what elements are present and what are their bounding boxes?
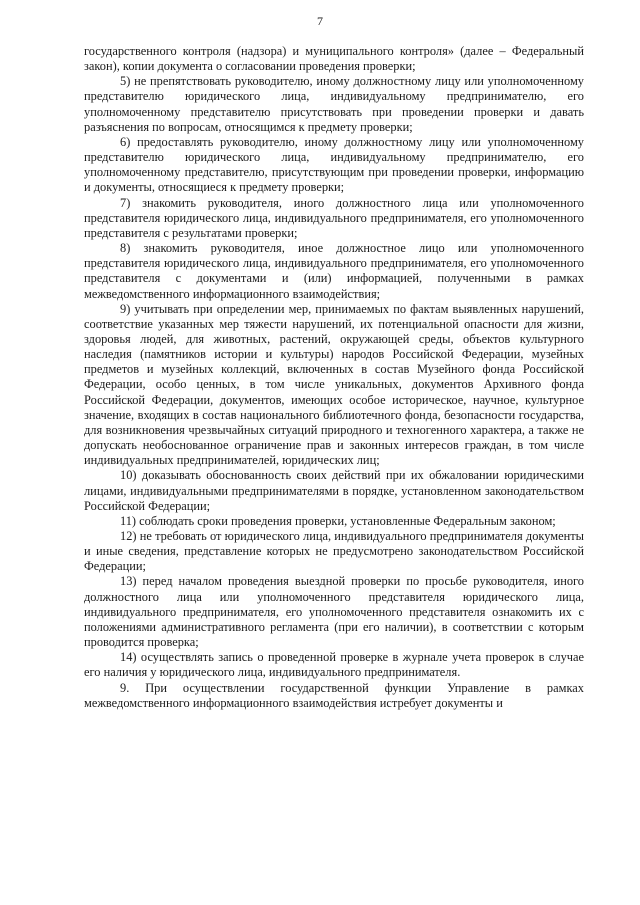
paragraph-continuation: государственного контроля (надзора) и муниципального контроля» (далее – Федеральный закон), копии документа о согласовании проведения проверки; bbox=[84, 44, 584, 74]
list-item-5: 5) не препятствовать руководителю, иному должностному лицу или уполномоченному представителю юридического лица, индивидуальному предпринимателю, его уполномоченному представителю присутствовать при проведении проверки и давать разъяснения по вопросам, относящимся к предмету проверки; bbox=[84, 74, 584, 134]
list-item-9: 9) учитывать при определении мер, принимаемых по фактам выявленных нарушений, соответствие указанных мер тяжести нарушений, их потенциальной опасности для жизни, здоровья людей, для животных, растений, окружающей среды, объектов культурного наследия (памятников истории и культуры) народов Российской Федерации, музейных предметов и музейных коллекций, включенных в состав Музейного фонда Российской Федерации, особо ценных, в том числе уникальных, документов Архивного фонда Российской Федерации, документов, имеющих особое историческое, научное, культурное значение, входящих в состав национального библиотечного фонда, безопасности государства, для возникновения чрезвычайных ситуаций природного и техногенного характера, а также не допускать необоснованное ограничение прав и законных интересов граждан, в том числе индивидуальных предпринимателей, юридических лиц; bbox=[84, 301, 584, 468]
document-body bbox=[84, 44, 584, 711]
list-item-12: 12) не требовать от юридического лица, индивидуального предпринимателя документы и иные сведения, представление которых не предусмотрено законодательством Российской Федерации; bbox=[84, 529, 584, 574]
list-item-10: 10) доказывать обоснованность своих действий при их обжаловании юридическими лицами, индивидуальными предпринимателями в порядке, установленном законодательством Российской Федерации; bbox=[84, 468, 584, 513]
list-item-14: 14) осуществлять запись о проведенной проверке в журнале учета проверок в случае его наличия у юридического лица, индивидуального предпринимателя. bbox=[84, 650, 584, 680]
list-item-6: 6) предоставлять руководителю, иному должностному лицу или уполномоченному представителю юридического лица, индивидуальному предпринимателю, его уполномоченному представителю, присутствующим при проведении проверки, информацию и документы, относящиеся к предмету проверки; bbox=[84, 134, 584, 195]
list-item-13: 13) перед началом проведения выездной проверки по просьбе руководителя, иного должностного лица или уполномоченного представителя юридического лица, индивидуального предпринимателя, его уполномоченного представителя ознакомить их с положениями административного регламента (при его наличии), в соответствии с которым проводится проверка; bbox=[84, 574, 584, 650]
section-9-paragraph: 9. При осуществлении государственной функции Управление в рамках межведомственного информационного взаимодействия истребует документы и bbox=[84, 680, 584, 710]
list-item-11: 11) соблюдать сроки проведения проверки, установленные Федеральным законом; bbox=[120, 513, 556, 528]
list-item-8: 8) знакомить руководителя, иное должностное лицо или уполномоченного представителя юридического лица, индивидуального предпринимателя, его уполномоченного представителя с документами и (или) информацией, полученными в рамках межведомственного информационного взаимодействия; bbox=[84, 241, 584, 301]
list-item-7: 7) знакомить руководителя, иного должностного лица или уполномоченного представителя юридического лица, индивидуального предпринимателя, его уполномоченного представителя с результатами проверки; bbox=[84, 195, 584, 240]
page-number: 7 bbox=[317, 14, 323, 28]
